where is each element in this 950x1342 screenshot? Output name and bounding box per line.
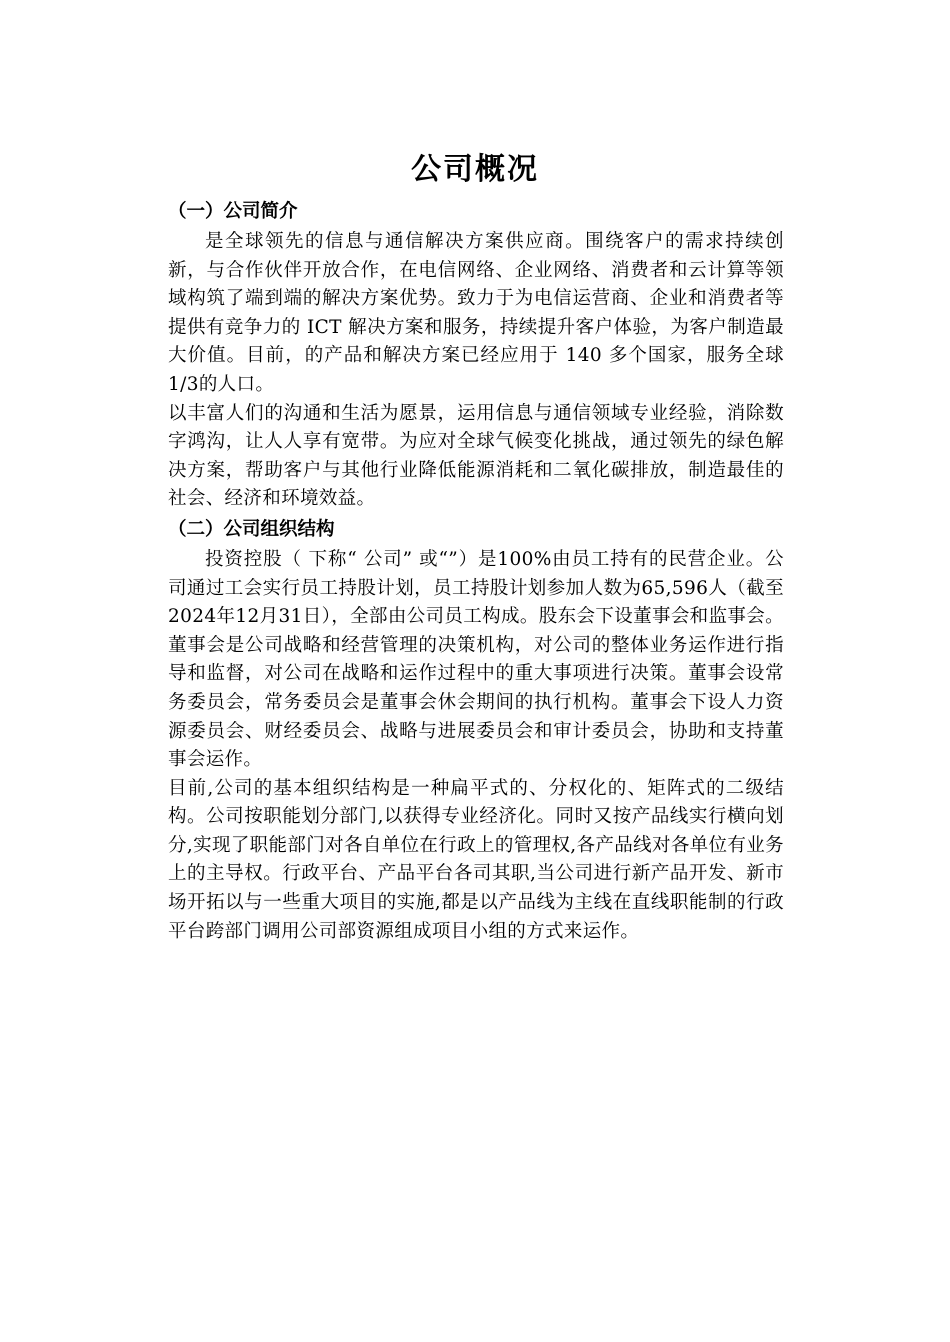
structure-paragraph-2: 目前,公司的基本组织结构是一种扁平式的、分权化的、矩阵式的二级结构。公司按职能划分部门,以获得专业经济化。同时又按产品线实行横向划分,实现了职能部门对各自单位在行政上的管理权,各产品线对各单位有业务上的主导权。行政平台、产品平台各司其职,当公司进行新产品开发、新市场开拓以与一些重大项目的实施,都是以产品线为主线在直线职能制的行政平台跨部门调用公司部资源组成项目小组的方式来运作。 [168, 777, 784, 942]
section-heading-intro: （一）公司简介 [168, 201, 298, 222]
document-body [168, 196, 784, 946]
structure-paragraph-1: 投资控股（ 下称“ 公司” 或“”）是100%由员工持有的民营企业。公司通过工会实行员工持股计划，员工持股计划参加人数为65,596人（截至2024年12月31日），全部由公司员工构成。股东会下设董事会和监事会。董事会是公司战略和经营管理的决策机构，对公司的整体业务运作进行指导和监督，对公司在战略和运作过程中的重大事项进行决策。董事会设常务委员会，常务委员会是董事会休会期间的执行机构。董事会下设人力资源委员会、财经委员会、战略与进展委员会和审计委员会，协助和支持董事会运作。 [168, 548, 784, 771]
intro-paragraph-2: 以丰富人们的沟通和生活为愿景，运用信息与通信领域专业经验，消除数字鸿沟，让人人享有宽带。为应对全球气候变化挑战，通过领先的绿色解决方案，帮助客户与其他行业降低能源消耗和二氧化碳排放，制造最佳的社会、经济和环境效益。 [168, 402, 784, 510]
section-heading-structure: （二）公司组织结构 [168, 518, 335, 540]
page-title: 公司概况 [411, 152, 539, 187]
intro-paragraph-1: 是全球领先的信息与通信解决方案供应商。围绕客户的需求持续创新，与合作伙伴开放合作，在电信网络、企业网络、消费者和云计算等领域构筑了端到端的解决方案优势。致力于为电信运营商、企业和消费者等提供有竞争力的 ICT 解决方案和服务，持续提升客户体验，为客户制造最大价值。目前，的产品和解决方案已经应用于 140 多个国家，服务全球 1/3的人口。 [168, 231, 784, 395]
